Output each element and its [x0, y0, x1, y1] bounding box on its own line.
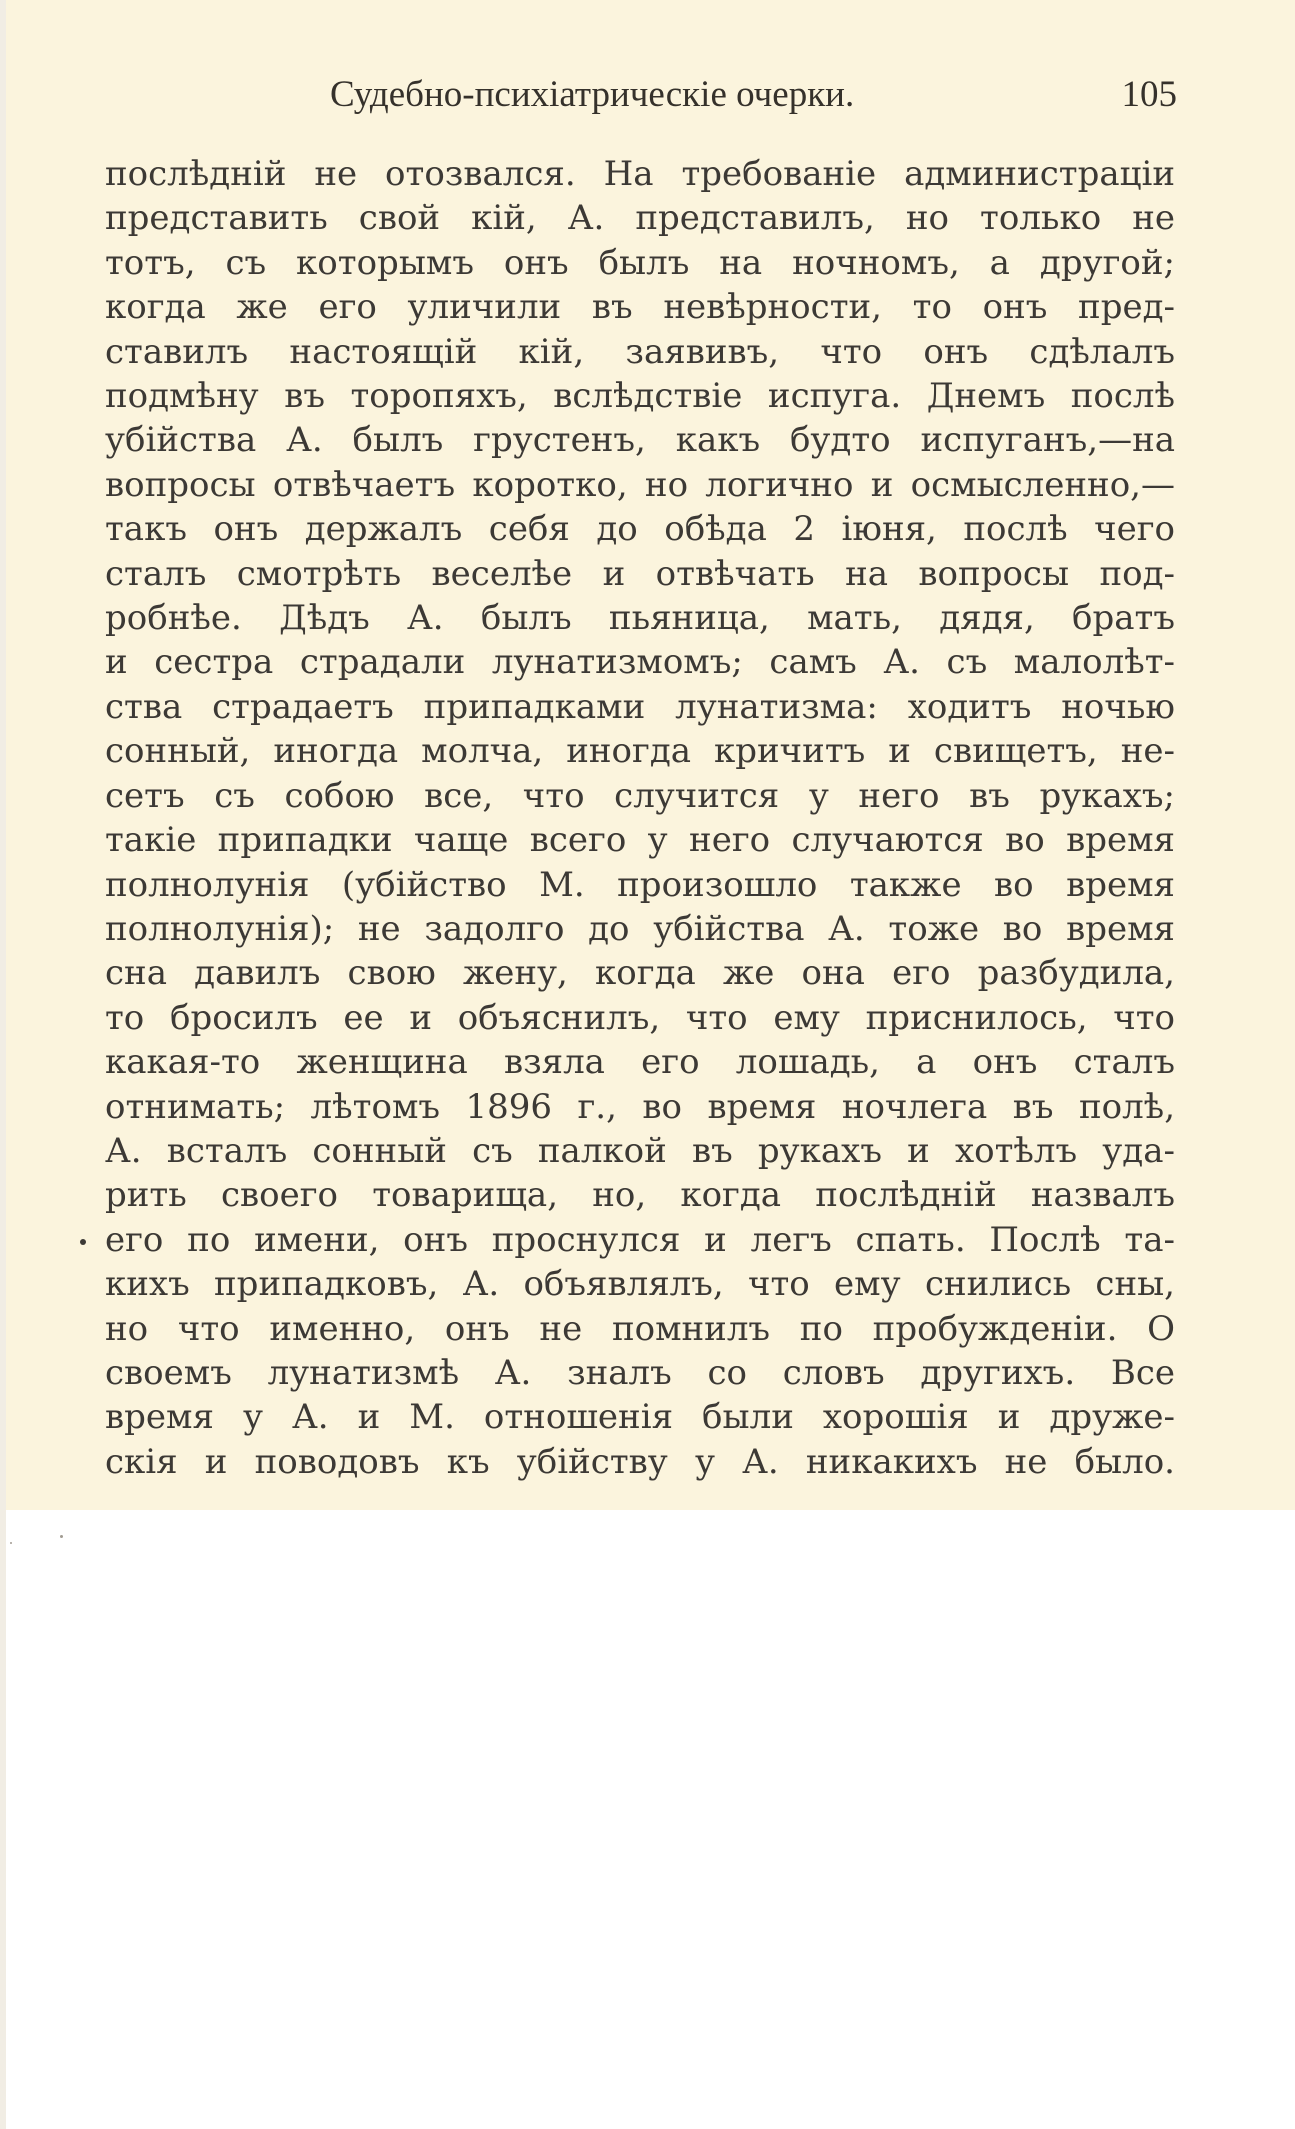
scan-speck	[60, 1535, 63, 1538]
text-line: А. всталъ сонный съ палкой въ рукахъ и хотѣлъ уда-	[105, 1130, 1175, 1171]
text-line: сна давилъ свою жену, когда же она его разбудила,	[105, 953, 1175, 994]
text-line: робнѣе. Дѣдъ А. былъ пьяница, мать, дядя, братъ	[105, 598, 1175, 639]
text-line: подмѣну въ торопяхъ, вслѣдствіе испуга. Днемъ послѣ	[105, 376, 1175, 417]
text-line: ставилъ настоящій кій, заявивъ, что онъ сдѣлалъ	[105, 331, 1175, 372]
text-line: какая-то женщина взяла его лошадь, а онъ сталъ	[105, 1042, 1175, 1083]
scan-speck	[10, 1542, 12, 1544]
text-line: скія и поводовъ къ убійству у А. никакихъ не было.	[105, 1441, 1175, 1482]
text-line: своемъ лунатизмѣ А. зналъ со словъ другихъ. Все	[105, 1352, 1175, 1393]
text-line: кихъ припадковъ, А. объявлялъ, что ему снились сны,	[105, 1264, 1175, 1305]
running-header	[0, 70, 1295, 120]
scan-edge	[0, 0, 6, 2129]
text-line: время у А. и М. отношенія были хорошія и друже-	[105, 1397, 1175, 1438]
page-number: 105	[1121, 74, 1177, 115]
text-line: послѣдній не отозвался. На требованіе администраціи	[105, 154, 1175, 194]
text-line: его по имени, онъ проснулся и легъ спать. Послѣ та-	[105, 1219, 1175, 1260]
text-line: вопросы отвѣчаетъ коротко, но логично и осмысленно,—	[105, 464, 1175, 505]
text-line: сталъ смотрѣть веселѣе и отвѣчать на вопросы под-	[105, 553, 1175, 594]
text-line: тотъ, съ которымъ онъ былъ на ночномъ, а другой;	[105, 242, 1175, 283]
text-line: представить свой кій, А. представилъ, но только не	[105, 198, 1175, 239]
text-line: то бросилъ ее и объяснилъ, что ему приснилось, что	[105, 997, 1175, 1038]
text-line: но что именно, онъ не помнилъ по пробужденіи. О	[105, 1308, 1175, 1349]
text-line: и сестра страдали лунатизмомъ; самъ А. съ малолѣт-	[105, 642, 1175, 683]
text-line: полнолунія (убійство М. произошло также во время	[105, 864, 1175, 905]
text-line: рить своего товарища, но, когда послѣдній назвалъ	[105, 1175, 1175, 1216]
text-line: такіе припадки чаще всего у него случаются во время	[105, 820, 1175, 861]
text-line: ства страдаетъ припадками лунатизма: ходитъ ночью	[105, 686, 1175, 727]
text-line: полнолунія); не задолго до убійства А. тоже во время	[105, 908, 1175, 949]
body-text	[105, 152, 1175, 1484]
margin-dot	[80, 1239, 86, 1245]
text-line: сонный, иногда молча, иногда кричитъ и свищетъ, не-	[105, 731, 1175, 772]
text-line: отнимать; лѣтомъ 1896 г., во время ночлега въ полѣ,	[105, 1086, 1175, 1127]
running-title: Судебно-психіатрическіе очерки.	[330, 74, 855, 115]
text-line: когда же его уличили въ невѣрности, то онъ пред-	[105, 287, 1175, 328]
text-line: такъ онъ держалъ себя до обѣда 2 іюня, послѣ чего	[105, 509, 1175, 550]
text-line: убійства А. былъ грустенъ, какъ будто испуганъ,—на	[105, 420, 1175, 461]
text-line: сетъ съ собою все, что случится у него въ рукахъ;	[105, 775, 1175, 816]
